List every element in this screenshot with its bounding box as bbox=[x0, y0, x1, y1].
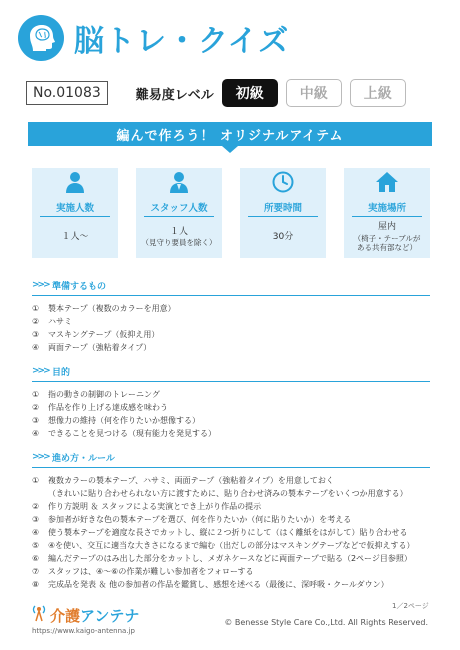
card-participants bbox=[32, 168, 118, 258]
list-item: ① 複数カラーの製本テープ、ハサミ、両面テープ（強粘着タイプ）を用意しておく （きれいに貼り合わせられない方に渡すために、貼り合わせ済みの製本テープをいくつか用意する） bbox=[32, 476, 408, 498]
quiz-number: No.01083 bbox=[26, 81, 108, 105]
level-advanced: 上級 bbox=[350, 79, 406, 107]
list-item: ⑦ スタッフは、④～⑥の作業が難しい参加者をフォローする bbox=[32, 567, 254, 576]
card-value bbox=[61, 217, 88, 258]
brain-head-icon bbox=[18, 15, 64, 61]
list-item: ② 作品を作り上げる達成感を味わう bbox=[32, 403, 168, 412]
banner-arrow bbox=[222, 146, 238, 153]
card-value-note: （椅子・テーブルが ある共有部など） bbox=[353, 233, 421, 253]
list-item: ② 作り方説明 ＆ スタッフによる実演とでき上がり作品の提示 bbox=[32, 502, 262, 511]
list-item: ③ 想像力の維持（何を作りたいか想像する） bbox=[32, 416, 200, 425]
logo-text-a: 介護 bbox=[50, 606, 81, 625]
section-title: 進め方・ルール bbox=[52, 453, 115, 464]
card-title: 実施場所 bbox=[367, 203, 406, 214]
card-value-main: １人～ bbox=[61, 231, 89, 242]
list-item: ⑧ 完成品を発表 ＆ 他の参加者の作品を鑑賞し、感想を述べる（最後に、深呼吸・クールダウン） bbox=[32, 580, 389, 589]
copyright: © Benesse Style Care Co.,Ltd. All Rights Reserved. bbox=[224, 618, 428, 627]
card-value-main: １人 bbox=[169, 226, 188, 237]
list-item: ④ 使う製本テープを適度な長さでカットし、縦に２つ折りにして（はく離紙をはがして）貼り合わせる bbox=[32, 528, 408, 537]
person-icon bbox=[64, 170, 86, 194]
card-value-main: 屋内 bbox=[377, 221, 396, 232]
item-list bbox=[32, 302, 430, 354]
card-duration bbox=[240, 168, 326, 258]
chevrons-icon: >>> bbox=[32, 452, 49, 462]
card-value bbox=[273, 217, 293, 258]
section-divider bbox=[32, 381, 430, 382]
staff-icon bbox=[168, 170, 190, 194]
list-item: ③ マスキングテープ（仮抑え用） bbox=[32, 330, 160, 339]
chevrons-icon: >>> bbox=[32, 280, 49, 290]
list-item: ⑤ ④を使い、交互に適当な大きさになるまで編む（出だしの部分はマスキングテープなどで仮抑えする） bbox=[32, 541, 415, 550]
card-value-note: （見守り要員を除く） bbox=[141, 238, 217, 248]
card-title: 実施人数 bbox=[55, 203, 94, 214]
page-header bbox=[18, 14, 289, 62]
difficulty-label: 難易度レベル bbox=[135, 87, 214, 103]
list-item: ② ハサミ bbox=[32, 317, 72, 326]
level-beginner: 初級 bbox=[222, 79, 278, 107]
chevrons-icon: >>> bbox=[32, 366, 49, 376]
section-title: 準備するもの bbox=[52, 281, 107, 292]
antenna-icon bbox=[32, 604, 46, 626]
list-item: ④ できることを見つける（現有能力を発見する） bbox=[32, 429, 216, 438]
card-title: 所要時間 bbox=[263, 203, 302, 214]
page-title: 脳トレ・クイズ bbox=[74, 24, 290, 59]
section-divider bbox=[32, 295, 430, 296]
list-item: ⑥ 編んだテープのはみ出した部分をカットし、メガネケースなどに両面テープで貼る（2ページ目参照） bbox=[32, 554, 412, 563]
item-list bbox=[32, 474, 430, 591]
section-purpose bbox=[32, 364, 430, 440]
section-divider bbox=[32, 467, 430, 468]
house-icon bbox=[375, 170, 399, 194]
list-item: ① 製本テープ（複数のカラーを用意） bbox=[32, 304, 176, 313]
section-prepare bbox=[32, 278, 430, 354]
page-number: 1／2ページ bbox=[392, 602, 429, 610]
section-rules bbox=[32, 450, 430, 591]
item-list bbox=[32, 388, 430, 440]
list-item: ① 指の動きの制御のトレーニング bbox=[32, 390, 160, 399]
activity-title-banner: 編んで作ろう！ オリジナルアイテム bbox=[28, 122, 432, 146]
card-value bbox=[354, 217, 421, 258]
card-title: スタッフ人数 bbox=[150, 203, 208, 214]
card-value bbox=[142, 217, 217, 258]
card-value-main: 30分 bbox=[272, 231, 294, 242]
clock-icon bbox=[272, 170, 294, 194]
info-row bbox=[26, 80, 426, 106]
card-staff bbox=[136, 168, 222, 258]
site-url[interactable]: https://www.kaigo-antenna.jp bbox=[32, 627, 135, 635]
summary-cards bbox=[32, 168, 430, 258]
logo-text-b: アンテナ bbox=[80, 606, 140, 625]
level-intermediate: 中級 bbox=[286, 79, 342, 107]
section-title: 目的 bbox=[52, 367, 71, 378]
card-location bbox=[344, 168, 430, 258]
kaigo-antenna-logo[interactable] bbox=[32, 604, 139, 626]
list-item: ③ 参加者が好きな色の製本テープを選び、何を作りたいか（何に貼りたいか）を考える bbox=[32, 515, 352, 524]
list-item: ④ 両面テープ（強粘着タイプ） bbox=[32, 343, 152, 352]
